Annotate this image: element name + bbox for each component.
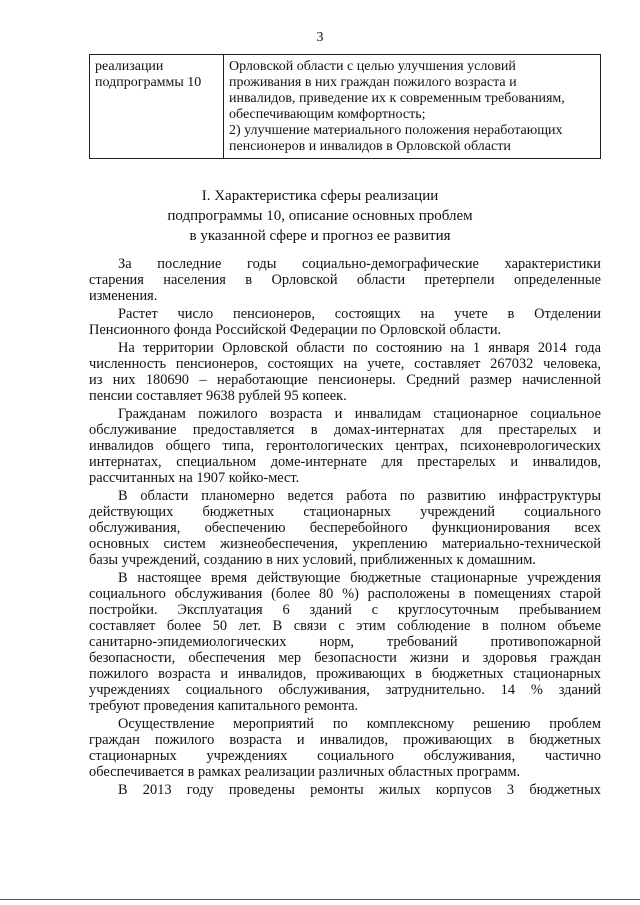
cell-line: реализации xyxy=(95,59,164,74)
text-line: обслуживание предоставляется в домах-интернатах для престарелых и xyxy=(89,422,601,438)
cell-line: проживания в них граждан пожилого возраста и xyxy=(229,75,517,90)
text-line: В настоящее время действующие бюджетные стационарные учреждения xyxy=(118,570,601,586)
paragraph xyxy=(89,406,601,486)
paragraph xyxy=(89,488,601,568)
section-heading xyxy=(0,186,640,246)
text-line: из них 180690 – неработающие пенсионеры. Средний размер начисленной xyxy=(89,372,601,388)
text-line: учреждениях социального обслуживания, затруднительно. 14 % зданий xyxy=(89,682,601,698)
text-line: Осуществление мероприятий по комплексному решению проблем xyxy=(118,716,601,732)
heading-line: подпрограммы 10, описание основных проблем xyxy=(167,208,473,224)
heading-line: I. Характеристика сферы реализации xyxy=(201,188,439,204)
footer-divider xyxy=(0,899,640,900)
subprogram-table xyxy=(89,54,601,159)
text-line: требуют проведения капитального ремонта. xyxy=(89,698,359,714)
text-line: инвалидов общего типа, геронтологических центрах, психоневрологических xyxy=(89,438,601,454)
paragraph xyxy=(89,340,601,404)
text-line: составляет более 50 лет. В связи с этим соблюдение в полном объеме xyxy=(89,618,601,634)
text-line: Растет число пенсионеров, состоящих на учете в Отделении xyxy=(118,306,601,322)
paragraph xyxy=(89,570,601,714)
cell-line: подпрограммы 10 xyxy=(95,75,202,90)
heading-line: в указанной сфере и прогноз ее развития xyxy=(189,228,451,244)
table-cell-content xyxy=(224,55,601,159)
text-line: Гражданам пожилого возраста и инвалидам стационарное социальное xyxy=(118,406,601,422)
cell-line: обеспечивающим комфортность; xyxy=(229,107,426,122)
body-text xyxy=(89,256,601,800)
text-line: интернатах, специальном доме-интернате для престарелых и инвалидов, xyxy=(89,454,601,470)
table-row xyxy=(90,55,601,159)
text-line: основных систем жизнеобеспечения, укреплению материально-технической xyxy=(89,536,601,552)
text-line: рассчитанных на 1907 койко-мест. xyxy=(89,470,300,486)
paragraph xyxy=(89,716,601,780)
text-line: Пенсионного фонда Российской Федерации по Орловской области. xyxy=(89,322,502,338)
text-line: обслуживания, обеспечению бесперебойного функционирования всех xyxy=(89,520,601,536)
text-line: На территории Орловской области по состоянию на 1 января 2014 года xyxy=(118,340,601,356)
text-line: граждан пожилого возраста и инвалидов, проживающих в бюджетных xyxy=(89,732,601,748)
text-line: За последние годы социально-демографические характеристики xyxy=(118,256,601,272)
text-line: санитарно-эпидемиологических норм, требований противопожарной xyxy=(89,634,601,650)
text-line: базы учреждений, созданию в них условий, приближенных к домашним. xyxy=(89,552,536,568)
text-line: действующих бюджетных стационарных учреждений социального xyxy=(89,504,601,520)
text-line: социального обслуживания (более 80 %) расположены в помещениях старой xyxy=(89,586,601,602)
text-line: В области планомерно ведется работа по развитию инфраструктуры xyxy=(118,488,601,504)
cell-line: инвалидов, приведение их к современным требованиям, xyxy=(229,91,565,106)
paragraph xyxy=(89,782,601,798)
cell-line: Орловской области с целью улучшения условий xyxy=(229,59,516,74)
text-line: старения населения в Орловской области претерпели определенные xyxy=(89,272,601,288)
text-line: стационарных учреждениях социального обслуживания, частично xyxy=(89,748,601,764)
text-line: обеспечивается в рамках реализации различных областных программ. xyxy=(89,764,521,780)
text-line: постройки. Эксплуатация 6 зданий с круглосуточным пребыванием xyxy=(89,602,601,618)
paragraph xyxy=(89,256,601,304)
cell-line: 2) улучшение материального положения неработающих xyxy=(229,123,563,138)
paragraph xyxy=(89,306,601,338)
text-line: В 2013 году проведены ремонты жилых корпусов 3 бюджетных xyxy=(118,782,601,798)
text-line: численность пенсионеров, состоящих на учете, составляет 267032 человека, xyxy=(89,356,601,372)
text-line: безопасности, обеспечения мер безопасности жизни и здоровья граждан xyxy=(89,650,601,666)
cell-line: пенсионеров и инвалидов в Орловской области xyxy=(229,139,511,154)
text-line: изменения. xyxy=(89,288,158,304)
text-line: пенсии составляет 9638 рублей 95 копеек. xyxy=(89,388,347,404)
page-number: 3 xyxy=(316,30,324,45)
table-cell-label xyxy=(90,55,224,159)
text-line: пожилого возраста и инвалидов, проживающих в бюджетных стационарных xyxy=(89,666,601,682)
